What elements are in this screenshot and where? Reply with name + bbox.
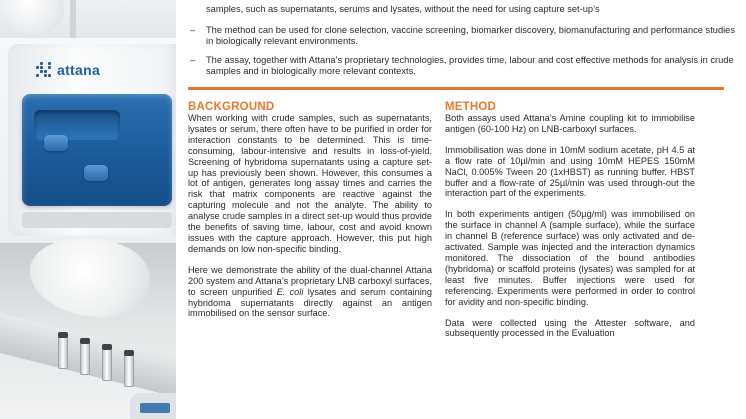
- background-paragraph-1: When working with crude samples, such as supernatants, lysates or serum, there often have to be purified in order for interaction constants to be determined. This is time-consuming, labour-intensive and results in loss-of-yield. Screening of hybridoma supernatants using a capture set-up has previously been shown. However, this consumes a lot of antigen, generates long assay times and carries the risk that matrix components are reactive against the capturing molecule and not the analyte. The ability to analyse crude samples in a direct set-up would thus provide the benefits of saving time, labour, cost and avoid known issues with the capture approach. However, this put high demands on low non-specific binding.: [188, 113, 432, 254]
- background-p2-text: Here we demonstrate the ability of the dual-channel Attana 200 system and Attana’s proprietary LNB carboxyl surfaces, to screen unpurified: [188, 264, 432, 297]
- vial: [124, 353, 134, 387]
- bullet-dash: –: [190, 25, 196, 35]
- method-paragraph-3: In both experiments antigen (50µg/ml) was immobilised on the surface in channel A (sample surface), while the surface in channel B (reference surface) was only activated and de-activated. Sample was injected and the interaction dynamics monitored. The dissociation of the bound antibodies (hybridoma) or scaffold proteins (lysates) was sampled for at least five minutes. Buffer injections were used for referencing. Experiments were performed in order to control for avidity and non-specific binding.: [445, 209, 695, 307]
- background-paragraph-2: [188, 265, 432, 320]
- attana-logo: [36, 62, 100, 78]
- background-section: [188, 101, 432, 319]
- bullet-text: samples, such as supernatants, serums and lysates, without the need for using capture set-up’s: [206, 4, 600, 14]
- background-p2-text-end: lysates and serum containing hybridoma supernatants directly against an antigen immobilised on the sensor surface.: [188, 286, 433, 319]
- attana-logo-icon: [36, 62, 52, 78]
- vial: [102, 347, 112, 381]
- instrument-button-right: [84, 165, 108, 181]
- method-section: [445, 101, 695, 339]
- attana-logo-text: attana: [57, 62, 101, 78]
- instrument-front-panel: [22, 94, 172, 206]
- sample-vials-photo: [0, 243, 176, 419]
- photo-frame-divider: [70, 0, 76, 38]
- bullet-item: [188, 4, 600, 15]
- product-photo-strip: [0, 0, 176, 419]
- vial: [80, 341, 90, 375]
- lab-photo-top: [0, 0, 176, 38]
- gloved-hand-shape: [30, 239, 150, 317]
- instrument-sensor-slot: [34, 110, 120, 140]
- method-paragraph-1: Both assays used Attana’s Amine coupling kit to immobilise antigen (60-100 Hz) on LNB-carboxyl surfaces.: [445, 113, 695, 134]
- bullet-item: [188, 25, 738, 48]
- bullet-text: The assay, together with Attana’s proprietary technologies, provides time, labour and cost effective methods for analysis in crude samples and in biologically more relevant contexts.: [206, 55, 734, 77]
- vial: [58, 335, 68, 369]
- bullet-dash: –: [190, 55, 196, 65]
- instrument-base: [22, 212, 172, 228]
- method-paragraph-2: Immobilisation was done in 10mM sodium acetate, pH 4.5 at a flow rate of 10µl/min and using 10mM HEPES 150mM NaCl, 0.005% Tween 20 (1xHBST) as running buffer. HBST buffer and a flow-rate of 25µl/min was used through-out the interaction part of the experiments.: [445, 144, 695, 199]
- instrument-body: [8, 44, 176, 236]
- background-p2-italic: E. coli: [276, 286, 304, 297]
- document-content: [188, 0, 746, 419]
- instrument-button-left: [44, 135, 68, 151]
- section-divider: [188, 87, 724, 90]
- method-paragraph-4: Data were collected using the Attester software, and subsequently processed in the Evaluation: [445, 317, 695, 339]
- background-heading: BACKGROUND: [188, 101, 275, 113]
- bullet-text: The method can be used for clone selection, vaccine screening, biomarker discovery, biomanufacturing and performance studies in biologically relevant environments.: [206, 25, 736, 47]
- method-heading: METHOD: [445, 101, 497, 113]
- bullet-item: [188, 55, 738, 78]
- attana-instrument-photo: [0, 38, 176, 243]
- glove-shape: [4, 0, 64, 36]
- instrument-blue-accent: [140, 403, 170, 413]
